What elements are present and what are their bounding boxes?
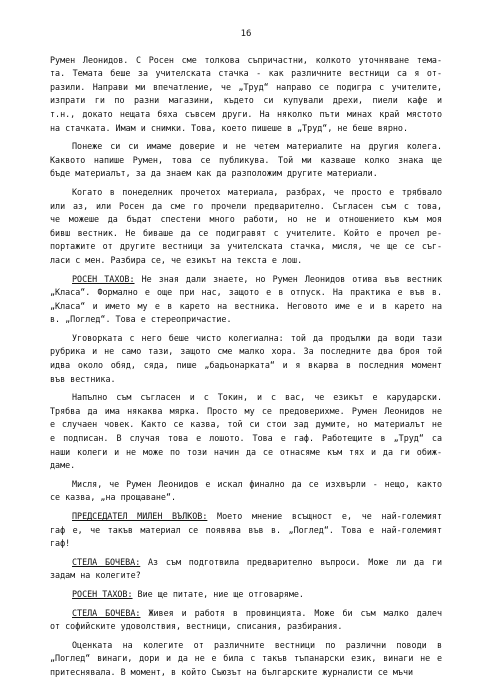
paragraph bbox=[50, 588, 442, 602]
line-text: Аз съм подготвила предварително въпроси. Може ли да ги bbox=[140, 556, 442, 567]
line-text: от софийските удоволствия, вестници, списания, разбирания. bbox=[50, 621, 343, 632]
paragraph-line bbox=[50, 510, 442, 524]
paragraph-line bbox=[50, 54, 442, 68]
paragraph-line bbox=[50, 569, 442, 583]
paragraph-line bbox=[50, 478, 442, 492]
line-text: портажите от другите вестници за учителската стачка, мисля, че ще се съг- bbox=[50, 241, 442, 252]
paragraph bbox=[50, 140, 442, 181]
line-text: задам на колегите? bbox=[50, 570, 141, 581]
line-text: Вие ще питате, ние ще отговаряме. bbox=[132, 588, 304, 599]
line-text: че можеше да бъдат спестени много работи, но не и отношението към моя bbox=[50, 214, 442, 225]
line-text: Мисля, че Румен Леонидов е искал финално да се изхвърли - нещо, както bbox=[72, 478, 442, 489]
line-text: е случаен човек. Както се казва, той си стои зад думите, но материалът не bbox=[50, 419, 442, 430]
paragraph-line bbox=[50, 588, 442, 602]
paragraph-line bbox=[50, 556, 442, 570]
paragraph-line bbox=[50, 186, 442, 200]
line-text: даме. bbox=[50, 460, 76, 471]
paragraph-line bbox=[50, 666, 442, 680]
paragraph bbox=[50, 478, 442, 505]
paragraph-line bbox=[50, 313, 442, 327]
speaker-name: ПРЕДСЕДАТЕЛ МИЛЕН ВЪЛКОВ: bbox=[72, 511, 208, 521]
paragraph-line bbox=[50, 154, 442, 168]
paragraph-line bbox=[50, 491, 442, 505]
line-text: Когато в понеделник прочетох материала, разбрах, че просто е трябвало bbox=[72, 186, 442, 197]
line-text: та. Темата беше за учителската стачка - как различните вестници са я от- bbox=[50, 68, 442, 79]
paragraph-line bbox=[50, 300, 442, 314]
paragraph-line bbox=[50, 459, 442, 473]
speaker-name: СТЕЛА БОЧЕВА: bbox=[72, 607, 141, 618]
line-text: на стачката. Имам и снимки. Това, което пишеше в „Труд“, не беше вярно. bbox=[50, 122, 408, 133]
paragraph-line bbox=[50, 607, 442, 621]
paragraph-line bbox=[50, 345, 442, 359]
paragraph-line bbox=[50, 391, 442, 405]
line-text: Румен Леонидов. С Росен сме толкова съпричастни, колкото уточняване тема- bbox=[50, 54, 442, 65]
paragraph-line bbox=[50, 373, 442, 387]
paragraph bbox=[50, 556, 442, 583]
speaker-name: СТЕЛА БОЧЕВА: bbox=[72, 556, 141, 567]
paragraph-line bbox=[50, 639, 442, 653]
paragraph-line bbox=[50, 273, 442, 287]
paragraph bbox=[50, 391, 442, 473]
line-text: „Класа“ и името му е в карето на вестника. Неговото име е и в карето на bbox=[50, 300, 442, 311]
paragraph-line bbox=[50, 254, 442, 268]
line-text: идва около обяд, сяда, пише „бадьонарката“ и я вкарва в последния момент bbox=[50, 360, 442, 371]
paragraph-line bbox=[50, 227, 442, 241]
paragraph-line bbox=[50, 94, 442, 108]
line-text: в. „Поглед“. Това е стереопричастие. bbox=[50, 314, 232, 325]
line-text: наши колеги и не може по този начин да се отнасяме към тях и да ги обиж- bbox=[50, 446, 442, 457]
line-text: се казва, „на прощаване“. bbox=[50, 492, 177, 503]
line-text: бъде материалът, за да знаем как да разположим другите материали. bbox=[50, 168, 378, 179]
paragraph-line bbox=[50, 446, 442, 460]
paragraph-line bbox=[50, 122, 442, 136]
paragraph-line bbox=[50, 213, 442, 227]
paragraph bbox=[50, 54, 442, 136]
line-text: изпрати ги по разни магазини, където си купували дрехи, пиели кафе и bbox=[50, 95, 442, 106]
line-text: разили. Направи ми впечатление, че „Труд“ направо се подигра с учителите, bbox=[50, 81, 442, 92]
paragraph-line bbox=[50, 405, 442, 419]
line-text: Уговорката с него беше чисто колегиална: той да продължи да води тази bbox=[72, 332, 442, 343]
line-text: притеснявала. В момент, в който Съюзът на българските журналисти се мъчи bbox=[50, 666, 414, 677]
line-text: или аз, или Росен да сме го прочели предварително. Съгласен съм с това, bbox=[50, 200, 442, 211]
paragraph bbox=[50, 607, 442, 634]
line-text: Понеже си си имаме доверие и не четем материалите на другия колега. bbox=[72, 141, 442, 152]
line-text: ласи с мен. Разбира се, че езикът на текста е лош. bbox=[50, 254, 303, 265]
line-text: гаф! bbox=[50, 538, 71, 549]
paragraph-line bbox=[50, 81, 442, 95]
paragraph-line bbox=[50, 167, 442, 181]
line-text: Оценката на колегите от различните вестници по различни поводи в bbox=[72, 639, 442, 650]
paragraph-line bbox=[50, 200, 442, 214]
paragraph-line bbox=[50, 652, 442, 666]
paragraph-line bbox=[50, 359, 442, 373]
paragraph-line bbox=[50, 432, 442, 446]
paragraph-line bbox=[50, 418, 442, 432]
paragraph-line bbox=[50, 108, 442, 122]
page-number: 16 bbox=[240, 29, 252, 39]
paragraph-line bbox=[50, 240, 442, 254]
line-text: Трябва да има някаква мярка. Просто му се предоверихме. Румен Леонидов не bbox=[50, 405, 442, 416]
paragraph bbox=[50, 639, 442, 680]
speaker-name: РОСЕН ТАХОВ: bbox=[72, 588, 133, 599]
paragraph-line bbox=[50, 620, 442, 634]
line-text: във вестника. bbox=[50, 373, 116, 384]
document-body bbox=[50, 54, 442, 680]
line-text: Живея и работя в провинцията. Може би съм малко далеч bbox=[140, 607, 442, 618]
paragraph bbox=[50, 273, 442, 327]
speaker-name: РОСЕН ТАХОВ: bbox=[72, 273, 135, 284]
line-text: Моето мнение всъщност е, че най-големият bbox=[207, 511, 442, 521]
paragraph-line bbox=[50, 67, 442, 81]
paragraph-line bbox=[50, 537, 442, 551]
line-text: рубрика и не само тази, защото сме малко хора. За последните два броя той bbox=[50, 346, 442, 357]
line-text: гаф е, че такъв материал се появява във в. „Поглед“. Това е най-големият bbox=[50, 524, 442, 535]
paragraph-line bbox=[50, 332, 442, 346]
paragraph bbox=[50, 332, 442, 386]
paragraph-line bbox=[50, 286, 442, 300]
paragraph bbox=[50, 186, 442, 268]
line-text: Не зная дали знаете, но Румен Леонидов отива във вестник bbox=[134, 273, 442, 284]
paragraph bbox=[50, 510, 442, 551]
line-text: Напълно съм съгласен и с Токин, и с вас, че езикът е карударски. bbox=[72, 392, 442, 403]
line-text: т.н., докато нещата бяха съвсем други. На няколко пъти минах край мястото bbox=[50, 108, 442, 119]
line-text: „Поглед“ винаги, дори и да не е била с такъв тъпанарски език, винаги не е bbox=[50, 653, 442, 664]
paragraph-line bbox=[50, 524, 442, 538]
line-text: бивш вестник. Не биваше да се подигравят с учителите. Който е прочел ре- bbox=[50, 227, 442, 238]
line-text: „Класа“. Формално е още при нас, защото е в отпуск. На практика е във в. bbox=[50, 287, 442, 298]
line-text: Каквото напише Румен, това се публикува. Той ми казваше колко знака ще bbox=[50, 154, 442, 165]
paragraph-line bbox=[50, 140, 442, 154]
line-text: е подписан. В случая това е лошото. Това е гаф. Работещите в „Труд“ са bbox=[50, 433, 442, 444]
